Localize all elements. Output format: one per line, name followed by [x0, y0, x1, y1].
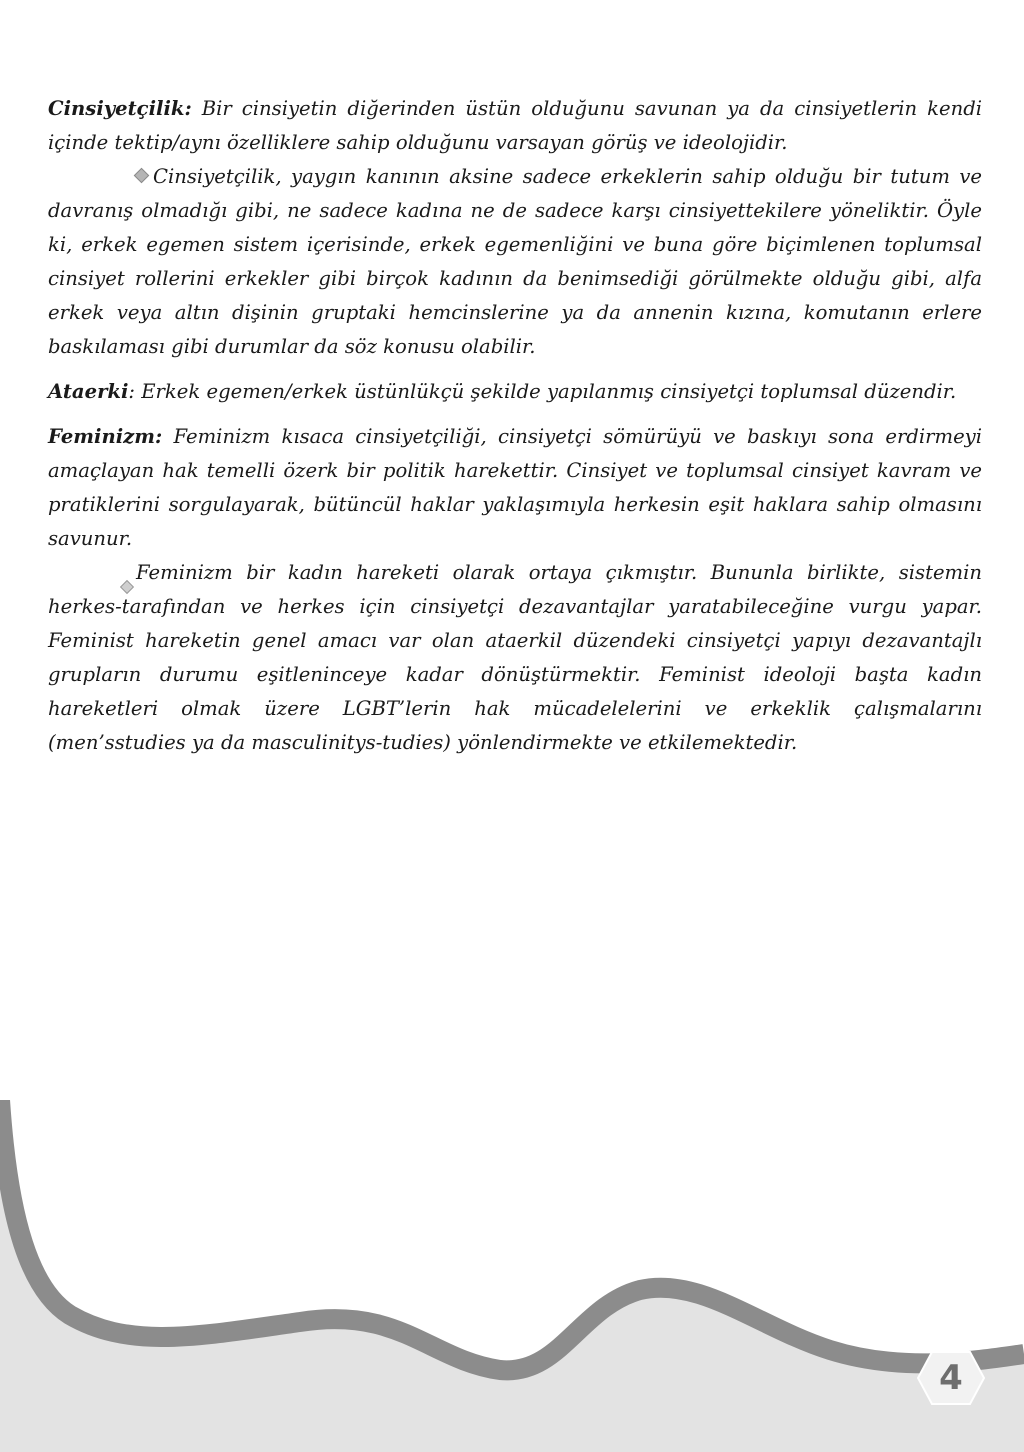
definition-cinsiyetcilik	[48, 92, 982, 160]
note-cinsiyetcilik-text: Cinsiyetçilik, yaygın kanının aksine sadece erkeklerin sahip olduğu bir tutum ve davranış olmadığı gibi, ne sadece kadına ne de sadece karşı cinsiyettekilere yöneliktir. Öyle ki, erkek egemen sistem içerisinde, erkek egemenliğini ve buna göre biçimlenen toplumsal cinsiyet rollerini erkekler gibi birçok kadının da benimsediği görülmekte olduğu gibi, alfa erkek veya altın dişinin gruptaki hemcinslerine ya da annenin kızına, komutanın erlere baskılaması gibi durumlar da söz konusu olabilir.	[48, 165, 982, 358]
term-ataerki: Ataerki	[48, 380, 129, 403]
definition-ataerki-text: : Erkek egemen/erkek üstünlükçü şekilde yapılanmış cinsiyetçi toplumsal düzendir.	[128, 380, 957, 403]
term-feminizm: Feminizm:	[48, 425, 163, 448]
definition-feminizm	[48, 420, 982, 556]
note-feminizm	[48, 556, 982, 760]
diamond-bullet-icon	[134, 168, 150, 184]
note-cinsiyetcilik	[48, 160, 982, 364]
definition-ataerki	[48, 375, 982, 409]
definition-cinsiyetcilik-text: Bir cinsiyetin diğerinden üstün olduğunu savunan ya da cinsiyetlerin kendi içinde tektip/aynı özelliklere sahip olduğunu varsayan görüş ve ideolojidir.	[48, 97, 982, 154]
page-number: 4	[939, 1358, 963, 1398]
decorative-wave	[0, 1100, 1024, 1452]
document-body	[48, 92, 982, 760]
definition-feminizm-text: Feminizm kısaca cinsiyetçiliği, cinsiyetçi sömürüyü ve baskıyı sona erdirmeyi amaçlayan hak temelli özerk bir politik harekettir. Cinsiyet ve toplumsal cinsiyet kavram ve pratiklerini sorgulayarak, bütüncül haklar yaklaşımıyla herkesin eşit haklara sahip olmasını savunur.	[48, 425, 982, 550]
note-feminizm-text: Feminizm bir kadın hareketi olarak ortaya çıkmıştır. Bununla birlikte, sistemin herkes-tarafından ve herkes için cinsiyetçi dezavantajlar yaratabileceğine vurgu yapar. Feminist hareketin genel amacı var olan ataerkil düzendeki cinsiyetçi yapıyı dezavantajlı grupların durumu eşitleninceye kadar dönüştürmektir. Feminist ideoloji başta kadın hareketleri olmak üzere LGBT’lerin hak mücadelelerini ve erkeklik çalışmalarını (men’sstudies ya da masculinitys-tudies) yönlendirmekte ve etkilemektedir.	[48, 561, 982, 754]
term-cinsiyetcilik: Cinsiyetçilik:	[48, 97, 192, 120]
